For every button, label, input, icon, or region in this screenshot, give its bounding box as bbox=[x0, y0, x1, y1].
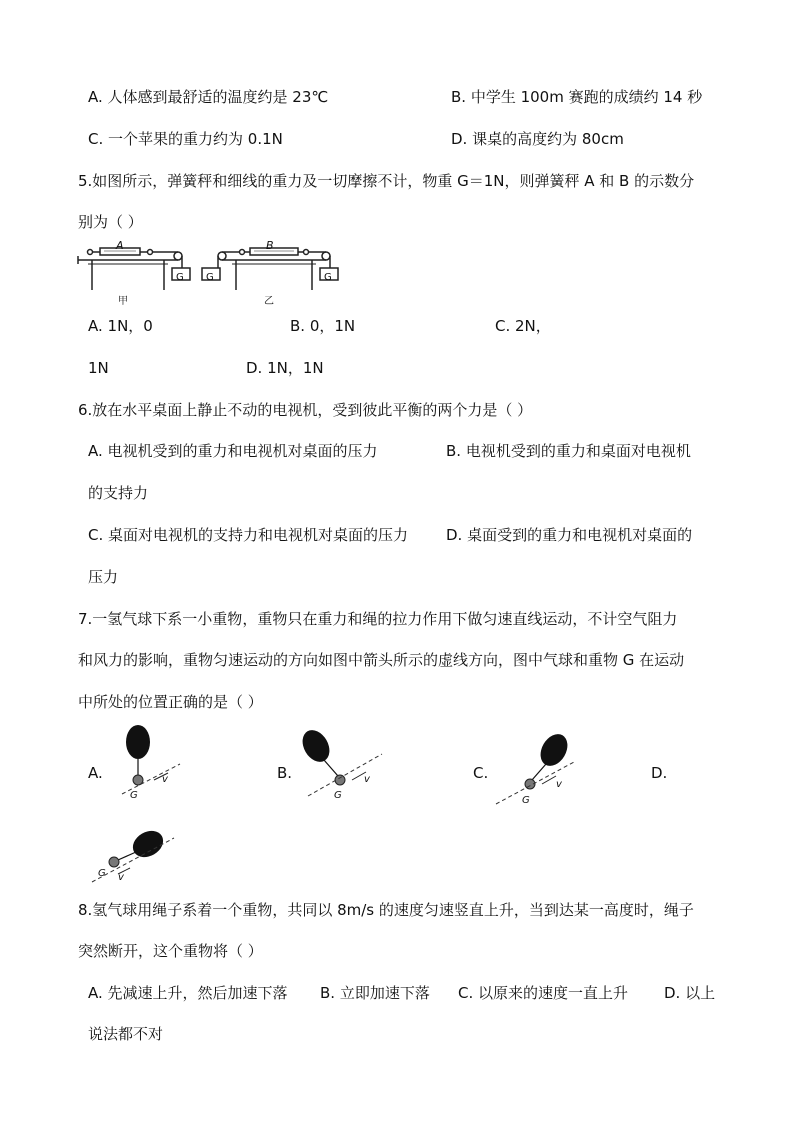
q7-a-v-label: v bbox=[162, 774, 168, 785]
q6-option-a: A. 电视机受到的重力和电视机对桌面的压力 bbox=[88, 442, 378, 460]
q5-option-c: C. 2N， bbox=[495, 317, 551, 335]
q7-d-v-label: v bbox=[118, 872, 124, 883]
rope bbox=[532, 764, 546, 780]
q6-option-b-cont: 的支持力 bbox=[88, 484, 149, 502]
q6-option-d: D. 桌面受到的重力和电视机对桌面的 bbox=[446, 526, 693, 544]
q4-option-d: D. 课桌的高度约为 80cm bbox=[451, 130, 624, 148]
q4-option-a: A. 人体感到最舒适的温度约是 23℃ bbox=[88, 88, 329, 106]
q7-figure-c bbox=[494, 728, 584, 808]
q7-b-v-label: v bbox=[364, 774, 370, 785]
q5-option-a: A. 1N，0 bbox=[88, 317, 153, 335]
q7-b-g-label: G bbox=[334, 790, 342, 801]
q7-option-b-label: B. bbox=[277, 764, 293, 782]
weight-ball bbox=[109, 857, 119, 867]
q8-option-d: D. 以上 bbox=[664, 984, 716, 1002]
q5-stem-line2: 别为（ ） bbox=[78, 213, 143, 231]
q8-option-d-cont: 说法都不对 bbox=[88, 1025, 164, 1043]
q8-option-c: C. 以原来的速度一直上升 bbox=[458, 984, 629, 1002]
rope bbox=[324, 760, 338, 776]
q7-stem-line2: 和风力的影响，重物匀速运动的方向如图中箭头所示的虚线方向，图中气球和重物 G 在运动 bbox=[78, 651, 685, 669]
q5-weight-label-3: G bbox=[324, 272, 332, 283]
q4-option-b: B. 中学生 100m 赛跑的成绩约 14 秒 bbox=[451, 88, 703, 106]
velocity-arrow bbox=[542, 776, 556, 784]
q5-pulley bbox=[322, 252, 330, 260]
q7-c-v-label: v bbox=[556, 779, 562, 790]
balloon bbox=[297, 725, 335, 766]
q6-option-b: B. 电视机受到的重力和桌面对电视机 bbox=[446, 442, 691, 460]
q5-spring-scale-b bbox=[250, 248, 298, 255]
q5-option-d: D. 1N，1N bbox=[246, 359, 324, 377]
q7-option-d-label: D. bbox=[651, 764, 668, 782]
q5-pulley bbox=[174, 252, 182, 260]
q6-stem: 6.放在水平桌面上静止不动的电视机，受到彼此平衡的两个力是（ ） bbox=[78, 401, 533, 419]
q7-option-c-label: C. bbox=[473, 764, 489, 782]
q7-d-g-label: G bbox=[98, 868, 106, 879]
q5-stem-line1: 5.如图所示，弹簧秤和细线的重力及一切摩擦不计，物重 G＝1N，则弹簧秤 A 和 B 的示数分 bbox=[78, 172, 695, 190]
q7-stem-line1: 7.一氢气球下系一小重物，重物只在重力和绳的拉力作用下做匀速直线运动，不计空气阻力 bbox=[78, 610, 678, 628]
q8-option-b: B. 立即加速下落 bbox=[320, 984, 430, 1002]
balloon bbox=[535, 729, 573, 770]
q5-weight-label-2: G bbox=[206, 272, 214, 283]
q7-figure-b bbox=[298, 724, 388, 804]
q6-option-d-cont: 压力 bbox=[88, 568, 119, 586]
q4-option-c: C. 一个苹果的重力约为 0.1N bbox=[88, 130, 283, 148]
q5-weight-label-1: G bbox=[176, 272, 184, 283]
q8-stem-line1: 8.氢气球用绳子系着一个重物，共同以 8m/s 的速度匀速竖直上升，当到达某一高度时，绳子 bbox=[78, 901, 694, 919]
q5-option-c-cont: 1N bbox=[88, 359, 109, 377]
q5-pulley bbox=[218, 252, 226, 260]
q5-caption-right: 乙 bbox=[264, 296, 274, 307]
q5-caption-left: 甲 bbox=[118, 296, 128, 307]
q5-label-a: A bbox=[116, 239, 124, 252]
q8-option-a: A. 先减速上升，然后加速下落 bbox=[88, 984, 288, 1002]
q7-stem-line3: 中所处的位置正确的是（ ） bbox=[78, 693, 263, 711]
q7-figure-a bbox=[108, 724, 188, 804]
q7-c-g-label: G bbox=[522, 795, 530, 806]
balloon bbox=[126, 725, 150, 759]
q7-a-g-label: G bbox=[130, 790, 138, 801]
weight-ball bbox=[335, 775, 345, 785]
q7-option-a-label: A. bbox=[88, 764, 103, 782]
q6-option-c: C. 桌面对电视机的支持力和电视机对桌面的压力 bbox=[88, 526, 409, 544]
rope bbox=[118, 852, 136, 860]
dashed-path bbox=[496, 762, 574, 804]
q8-stem-line2: 突然断开，这个重物将（ ） bbox=[78, 942, 263, 960]
q5-option-b: B. 0，1N bbox=[290, 317, 356, 335]
q5-label-b: B bbox=[266, 239, 274, 252]
